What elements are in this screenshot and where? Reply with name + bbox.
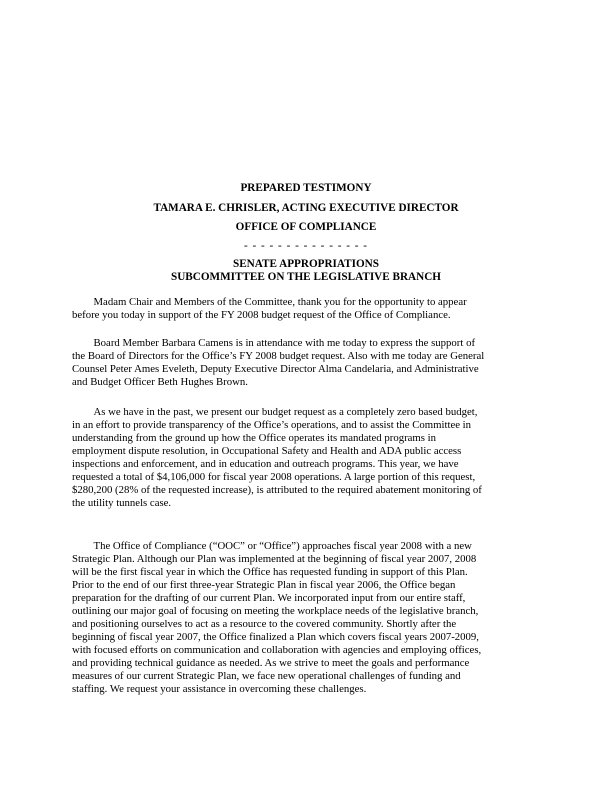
text-line: beginning of fiscal year 2007, the Office finalized a Plan which covers fiscal years 2007-2009, <box>72 631 479 643</box>
text-line: the utility tunnels case. <box>72 497 172 509</box>
text-line: $280,200 (28% of the requested increase), is attributed to the required abatement monitoring of <box>72 484 482 496</box>
text-line: in an effort to provide transparency of the Office’s operations, and to assist the Committee in <box>72 419 472 431</box>
text-line: and Budget Officer Beth Hughes Brown. <box>72 376 248 388</box>
heading-office: OFFICE OF COMPLIANCE <box>235 221 377 233</box>
text-line: Counsel Peter Ames Eveleth, Deputy Executive Director Alma Candelaria, and Administrative <box>72 363 479 375</box>
text-line: Prior to the end of our first three-year Strategic Plan in fiscal year 2006, the Office began <box>72 579 456 591</box>
text-line: Strategic Plan. Although our Plan was implemented at the beginning of fiscal year 2007, 2008 <box>72 553 477 565</box>
text-line: with focused efforts on communication and collaboration with agencies and employing offices, <box>72 644 482 656</box>
text-line: As we have in the past, we present our budget request as a completely zero based budget, <box>72 406 478 418</box>
paragraph-attendees <box>72 337 544 389</box>
heading-subcommittee: SUBCOMMITTEE ON THE LEGISLATIVE BRANCH <box>170 271 441 283</box>
text-line: Board Member Barbara Camens is in attendance with me today to express the support of <box>72 337 476 349</box>
text-line: inspections and enforcement, and in education and outreach programs. This year, we have <box>72 458 459 470</box>
text-line: will be the first fiscal year in which the Office has requested funding in support of this Plan. <box>72 566 468 578</box>
text-line: understanding from the ground up how the Office operates its mandated programs in <box>72 432 437 444</box>
heading-prepared-testimony: PREPARED TESTIMONY <box>240 182 372 194</box>
text-line: requested a total of $4,106,000 for fiscal year 2008 operations. A large portion of this request, <box>72 471 476 483</box>
text-line: preparation for the drafting of our current Plan. We incorporated input from our entire staff, <box>72 592 466 604</box>
heading-committee: SENATE APPROPRIATIONS <box>233 258 379 270</box>
text-line: staffing. We request your assistance in overcoming these challenges. <box>72 683 367 695</box>
text-line: Madam Chair and Members of the Committee, thank you for the opportunity to appear <box>72 296 467 308</box>
text-line: measures of our current Strategic Plan, we face new operational challenges of funding and <box>72 670 461 682</box>
heading-witness-name: TAMARA E. CHRISLER, ACTING EXECUTIVE DIRECTOR <box>153 202 459 214</box>
text-line: the Board of Directors for the Office’s FY 2008 budget request. Also with me today are General <box>72 350 485 362</box>
text-line: outlining our major goal of focusing on meeting the workplace needs of the legislative branch, <box>72 605 479 617</box>
text-line: and providing technical guidance as needed. As we strive to meet the goals and performance <box>72 657 470 669</box>
paragraph-strategic-plan <box>72 540 544 696</box>
paragraph-opening <box>72 296 544 322</box>
text-line: and positioning ourselves to act as a resource to the covered community. Shortly after the <box>72 618 457 630</box>
heading-separator: - - - - - - - - - - - - - - - <box>243 240 369 252</box>
text-line: employment dispute resolution, in Occupational Safety and Health and ADA public access <box>72 445 462 457</box>
text-line: The Office of Compliance (“OOC” or “Office”) approaches fiscal year 2008 with a new <box>72 540 472 552</box>
text-line: before you today in support of the FY 2008 budget request of the Office of Compliance. <box>72 309 451 321</box>
paragraph-budget <box>72 406 544 510</box>
